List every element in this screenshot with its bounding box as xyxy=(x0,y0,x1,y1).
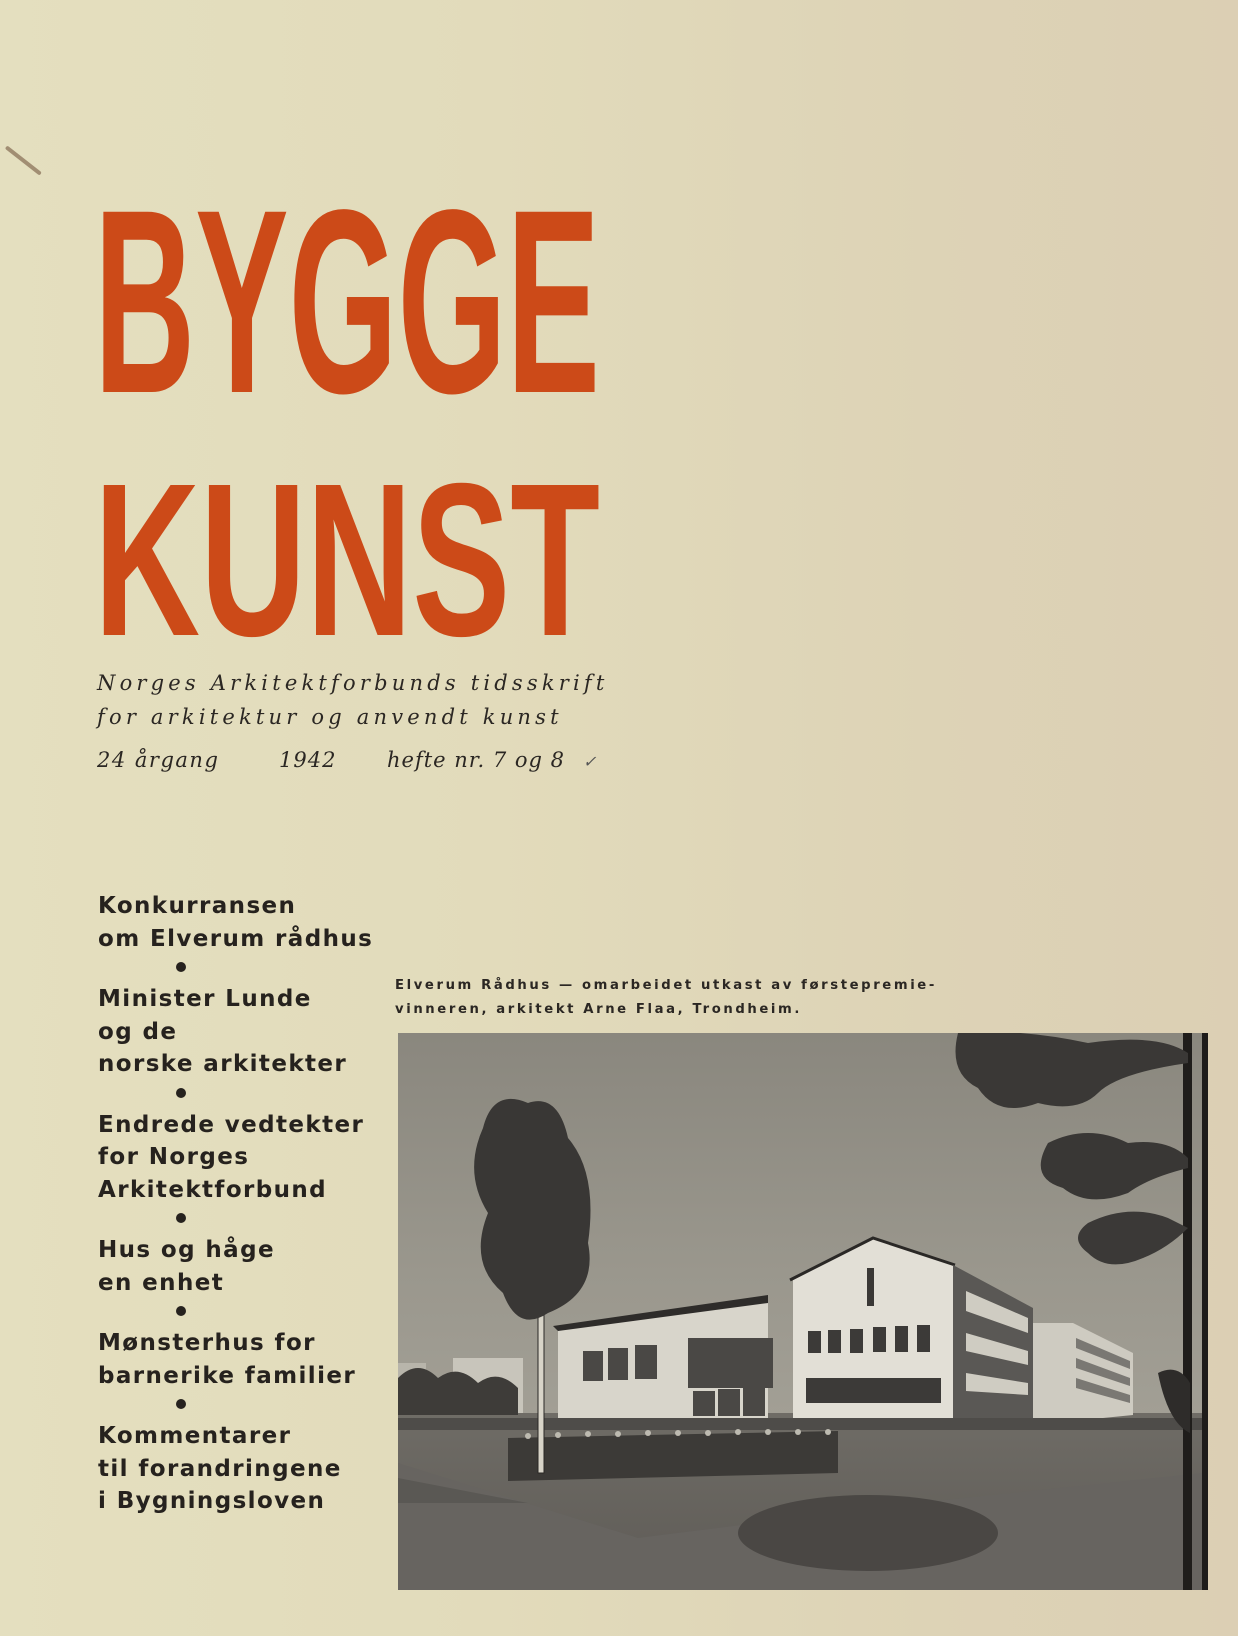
subtitle-line-2: for arkitektur og anvendt kunst xyxy=(97,705,563,729)
contents-line: Arkitektforbund xyxy=(98,1176,328,1203)
check-mark-icon: ✓ xyxy=(583,752,598,771)
contents-line: for Norges xyxy=(98,1144,250,1170)
contents-item xyxy=(98,1109,398,1207)
masthead-line-1: BYGGE xyxy=(94,155,600,449)
caption-line-2: vinneren, arkitekt Arne Flaa, Trondheim. xyxy=(395,1002,802,1017)
contents-item xyxy=(98,1420,398,1518)
contents-item xyxy=(98,983,398,1081)
bullet-icon xyxy=(98,1299,398,1327)
contents-line: Endrede vedtekter xyxy=(98,1111,365,1138)
town-hall-illustration xyxy=(398,1033,1208,1590)
table-of-contents xyxy=(98,890,398,1518)
contents-line: Minister Lunde xyxy=(98,986,312,1012)
paper-mark xyxy=(5,145,42,175)
contents-line: Kommentarer xyxy=(98,1423,292,1449)
contents-line: i Bygningsloven xyxy=(98,1488,326,1514)
contents-line: til forandringene xyxy=(98,1455,342,1482)
caption-line-1: Elverum Rådhus — omarbeidet utkast av førstepremie- xyxy=(395,978,937,993)
contents-line: barnerike familier xyxy=(98,1362,357,1389)
publication-subtitle xyxy=(97,666,609,734)
contents-line: Hus og håge xyxy=(98,1237,275,1263)
contents-line: om Elverum rådhus xyxy=(98,925,374,952)
illustration-caption xyxy=(395,974,1015,1022)
contents-line: norske arkitekter xyxy=(98,1051,348,1077)
issue-info xyxy=(97,748,597,772)
contents-item xyxy=(98,1234,398,1299)
contents-line: Mønsterhus for xyxy=(98,1330,316,1356)
contents-line: og de xyxy=(98,1018,178,1045)
volume-label: 24 årgang xyxy=(97,748,220,772)
contents-item xyxy=(98,890,398,955)
contents-line: en enhet xyxy=(98,1269,225,1296)
masthead-line-2: KUNST xyxy=(94,437,600,638)
bullet-icon xyxy=(98,1206,398,1234)
bullet-icon xyxy=(98,1392,398,1420)
year-label: 1942 xyxy=(279,748,337,772)
building-rendering-image xyxy=(398,1033,1202,1590)
bullet-icon xyxy=(98,1081,398,1109)
contents-item xyxy=(98,1327,398,1392)
subtitle-line-1: Norges Arkitektforbunds tidsskrift xyxy=(97,671,609,695)
bullet-icon xyxy=(98,955,398,983)
contents-line: Konkurransen xyxy=(98,893,297,919)
masthead-title xyxy=(94,128,600,638)
issue-number: hefte nr. 7 og 8 xyxy=(387,748,566,772)
